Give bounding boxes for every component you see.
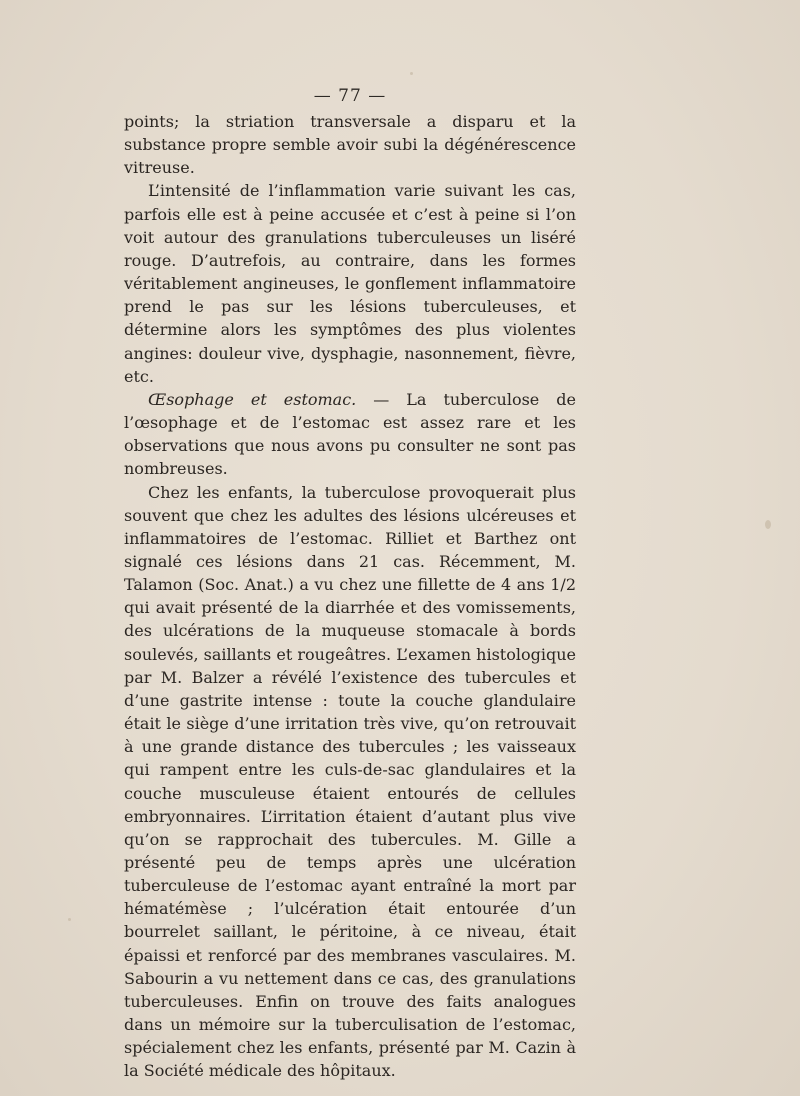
body-text (124, 110, 576, 1083)
paper-speck (68, 918, 71, 921)
section-heading: Œsophage et estomac. (148, 389, 357, 409)
paper-speck (765, 520, 771, 529)
paragraph-3 (124, 388, 576, 481)
paragraph-4: Chez les enfants, la tuberculose provoquerait plus souvent que chez les adultes des lésions ulcéreuses et inflammatoires de l’estomac. Rilliet et Barthez ont signalé ces lésions dans 21 cas. Récemment, M. Talamon (Soc. Anat.) a vu chez une fillette de 4 ans 1/2 qui avait présenté de la diarrhée et des vomissements, des ulcérations de la muqueuse stomacale à bords soulevés, saillants et rougeâtres. L’examen histologique par M. Balzer a révélé l’existence des tubercules et d’une gastrite intense : toute la couche glandulaire était le siège d’une irritation très vive, qu’on retrouvait à une grande distance des tubercules ; les vaisseaux qui rampent entre les culs-de-sac glandulaires et la couche musculeuse étaient entourés de cellules embryonnaires. L’irritation étaient d’autant plus vive qu’on se rapprochait des tubercules. M. Gille a présenté peu de temps après une ulcération tuberculeuse de l’estomac ayant entraîné la mort par hématémèse ; l’ulcération était entourée d’un bourrelet saillant, le péritoine, à ce niveau, était épaissi et renforcé par des membranes vasculaires. M. Sabourin a vu nettement dans ce cas, des granulations tuberculeuses. Enfin on trouve des faits analogues dans un mémoire sur la tuberculisation de l’estomac, spécialement chez les enfants, présenté par M. Cazin à la Société médicale des hôpitaux. (124, 482, 576, 1081)
paper-speck (410, 72, 413, 75)
paragraph-3-text: — La tuberculose de l’œsophage et de l’estomac est assez rare et les observations que nous avons pu consulter ne sont pas nombreuses. (124, 389, 576, 479)
paragraph-2: L’intensité de l’inflammation varie suivant les cas, parfois elle est à peine accusée et c’est à peine si l’on voit autour des granulations tuberculeuses un liséré rouge. D’autrefois, au contraire, dans les formes véritablement angineuses, le gonflement inflammatoire prend le pas sur les lésions tuberculeuses, et détermine alors les symptômes des plus violentes angines: douleur vive, dysphagie, nasonnement, fièvre, etc. (124, 181, 576, 386)
page-number: — 77 — (313, 86, 387, 106)
paragraph-1: points; la striation transversale a disparu et la substance propre semble avoir subi la dégénérescence vitreuse. (124, 112, 576, 178)
